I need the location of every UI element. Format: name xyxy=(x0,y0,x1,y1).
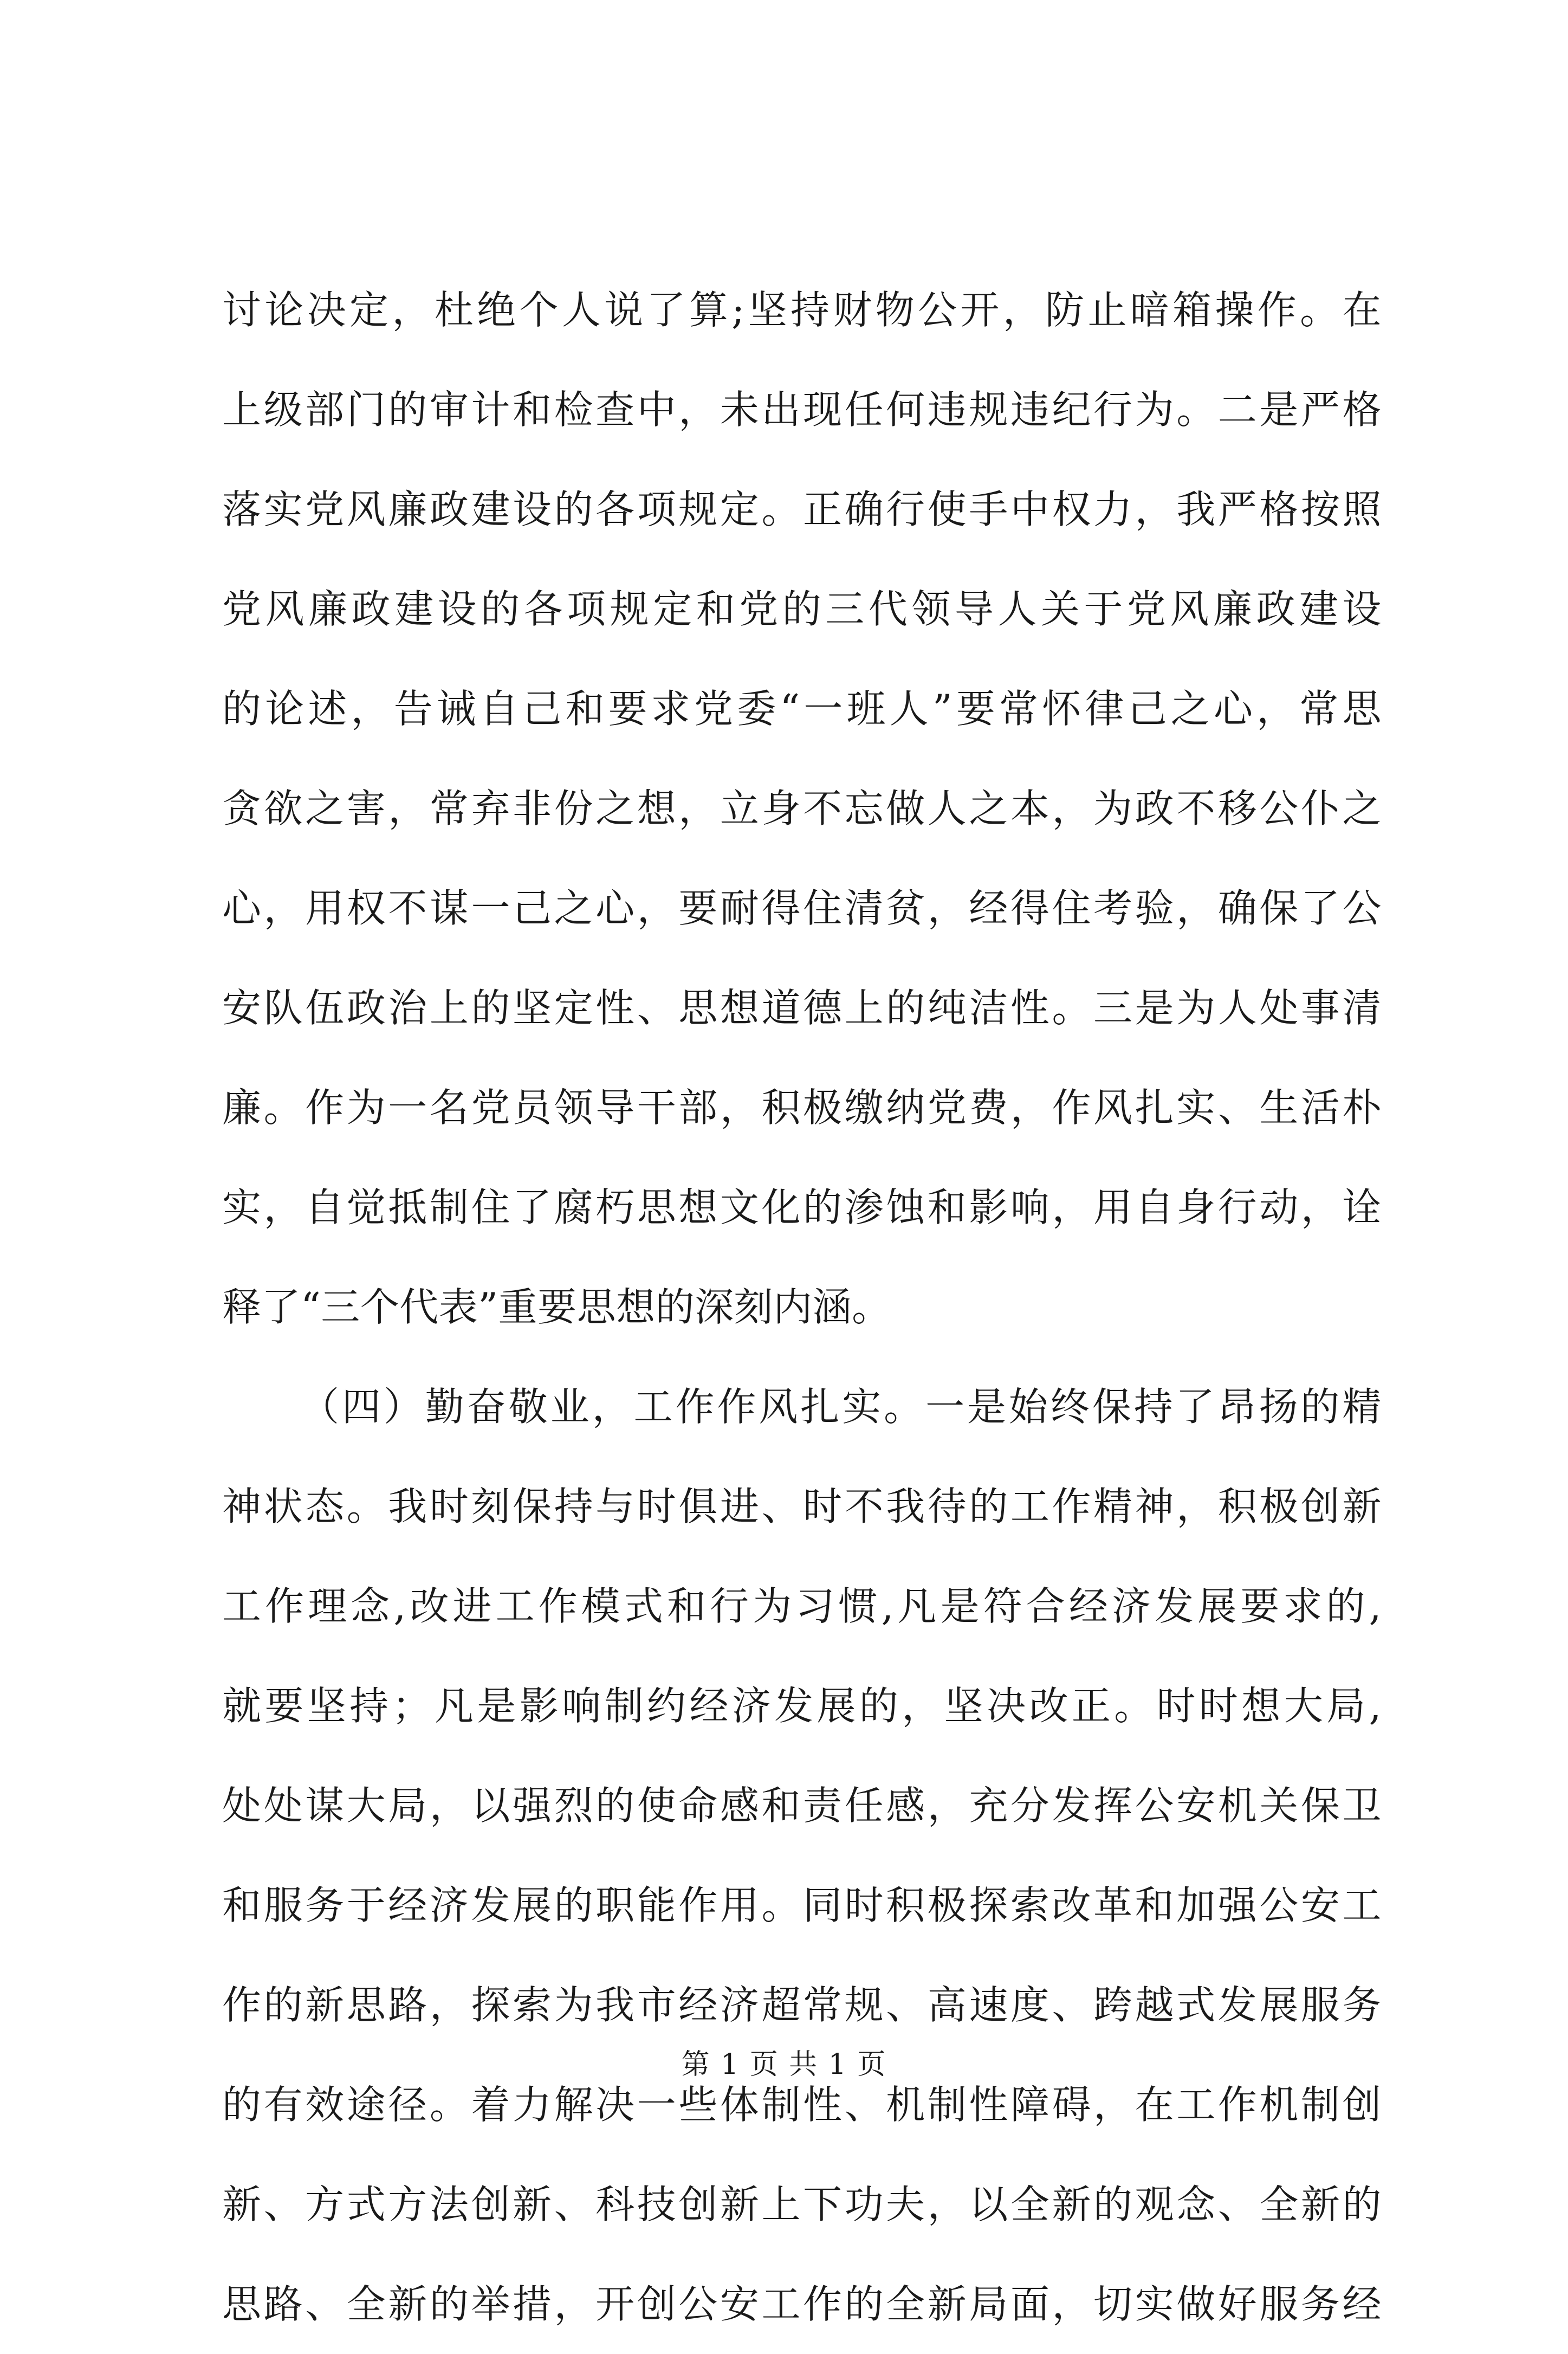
text-line: 神状态。我时刻保持与时俱进、时不我待的工作精神，积极创新 xyxy=(222,1484,1382,1529)
text-line: 安队伍政治上的坚定性、思想道德上的纯洁性。三是为人处事清 xyxy=(222,985,1382,1031)
page-footer xyxy=(0,2043,1568,2086)
text-line: 和服务于经济发展的职能作用。同时积极探索改革和加强公安工 xyxy=(222,1883,1382,1928)
paragraph-2 xyxy=(222,1357,1382,2354)
text-line: 思路、全新的举措，开创公安工作的全新局面，切实做好服务经 xyxy=(222,2281,1382,2327)
text-line: 实，自觉抵制住了腐朽思想文化的渗蚀和影响，用自身行动，诠 xyxy=(222,1185,1382,1230)
text-line: 落实党风廉政建设的各项规定。正确行使手中权力，我严格按照 xyxy=(222,487,1382,532)
text-line: 新、方式方法创新、科技创新上下功夫，以全新的观念、全新的 xyxy=(222,2182,1382,2227)
text-line: 作的新思路，探索为我市经济超常规、高速度、跨越式发展服务 xyxy=(222,1982,1382,2028)
text-line: 廉。作为一名党员领导干部，积极缴纳党费，作风扎实、生活朴 xyxy=(222,1085,1382,1130)
text-line: 的有效途径。着力解决一些体制性、机制性障碍，在工作机制创 xyxy=(222,2082,1382,2127)
page-number-label: 第 1 页 共 1 页 xyxy=(681,2048,887,2081)
paragraph-1 xyxy=(222,260,1382,1357)
text-line: 的论述，告诫自己和要求党委“一班人”要常怀律己之心，常思 xyxy=(222,686,1382,732)
text-line: 工作理念,改进工作模式和行为习惯,凡是符合经济发展要求的, xyxy=(222,1583,1382,1629)
document-body xyxy=(222,260,1382,2354)
text-line: 就要坚持；凡是影响制约经济发展的，坚决改正。时时想大局, xyxy=(222,1683,1382,1729)
text-line: 处处谋大局，以强烈的使命感和责任感，充分发挥公安机关保卫 xyxy=(222,1783,1382,1828)
text-line: 上级部门的审计和检查中，未出现任何违规违纪行为。二是严格 xyxy=(222,387,1382,432)
text-line: （四）勤奋敬业，工作作风扎实。一是始终保持了昂扬的精 xyxy=(300,1384,1382,1430)
text-line: 释了“三个代表”重要思想的深刻内涵。 xyxy=(222,1284,891,1330)
text-line: 讨论决定，杜绝个人说了算;坚持财物公开，防止暗箱操作。在 xyxy=(222,287,1382,333)
text-line: 贪欲之害，常弃非份之想，立身不忘做人之本，为政不移公仆之 xyxy=(222,786,1382,831)
text-line: 心，用权不谋一己之心，要耐得住清贫，经得住考验，确保了公 xyxy=(222,885,1382,931)
text-line: 党风廉政建设的各项规定和党的三代领导人关于党风廉政建设 xyxy=(222,586,1382,632)
